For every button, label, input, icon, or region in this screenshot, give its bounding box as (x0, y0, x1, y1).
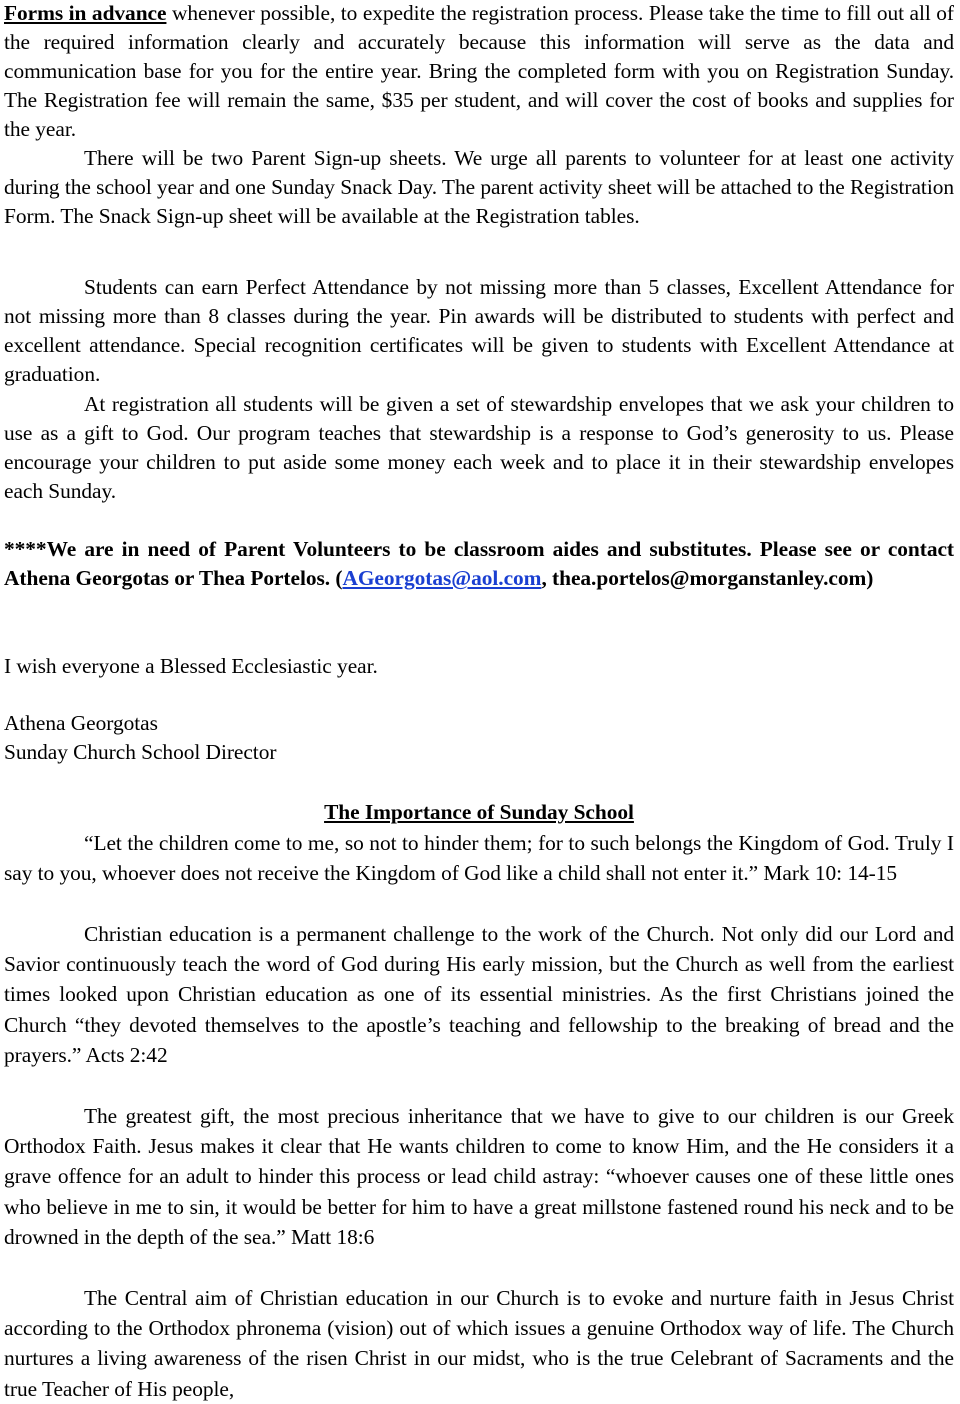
forms-in-advance-heading: Forms in advance (4, 1, 167, 25)
intro-text: whenever possible, to expedite the registration process. Please take the time to fill out all of the required information clearly and accurately because this information will serve as the data and communication base for you for the entire year. Bring the completed form with you on Registration Sunday. The Registration fee will remain the same, $35 per student, and will cover the cost of books and supplies for the year. (4, 1, 954, 142)
attendance-paragraph: Students can earn Perfect Attendance by not missing more than 5 classes, Excellent Attendance for not missing more than 8 classes during the year. Pin awards will be distributed to students with perfect and excellent attendance. Special recognition certificates will be given to students with Excellent Attendance at graduation. (4, 275, 954, 387)
importance-paragraph-1: “Let the children come to me, so not to hinder them; for to such belongs the Kingdom of God. Truly I say to you, whoever does not receive the Kingdom of God like a child shall not enter it.” Mark 10: 14-15 (4, 831, 954, 886)
email-separator: , (541, 566, 553, 591)
signature-title: Sunday Church School Director (4, 740, 277, 764)
volunteers-paragraph (4, 535, 954, 593)
importance-paragraph-3: The greatest gift, the most precious inheritance that we have to give to our children is our Greek Orthodox Faith. Jesus makes it clear that He wants children to come to know Him, and the He considers it a grave offence for an adult to hinder this process or lead child astray: “whoever causes one of these little ones who believe in me to sin, it would be better for him to have a great millstone fastened round his neck and to be drowned in the depth of the sea.” Matt 18:6 (4, 1104, 954, 1249)
blessing-line: I wish everyone a Blessed Ecclesiastic year. (4, 654, 378, 678)
close-paren: ) (866, 566, 874, 591)
importance-paragraph-4: The Central aim of Christian education in our Church is to evoke and nurture faith in Jesus Christ according to the Orthodox phronema (vision) out of which issues a genuine Orthodox way of life. The Church nurtures a living awareness of the risen Christ in our midst, who is the true Celebrant of Sacraments and the true Teacher of His people, (4, 1286, 954, 1401)
stewardship-paragraph: At registration all students will be given a set of stewardship envelopes that we ask your children to use as a gift to God. Our program teaches that stewardship is a response to God’s generosity to us. Please encourage your children to put aside some money each week and to place it in their stewardship envelopes each Sunday. (4, 392, 954, 504)
email-text-portelos: thea.portelos@morganstanley.com (552, 566, 867, 591)
importance-paragraph-2: Christian education is a permanent challenge to the work of the Church. Not only did our Lord and Savior continuously teach the word of God during His early mission, but the Church as well from the earliest times looked upon Christian education as one of its essential ministries. As the first Christians joined the Church “they devoted themselves to the apostle’s teaching and fellowship to the breaking of bread and the prayers.” Acts 2:42 (4, 922, 954, 1067)
signature-name: Athena Georgotas (4, 711, 158, 735)
section-heading: The Importance of Sunday School (324, 800, 634, 824)
email-link-georgotas[interactable]: AGeorgotas@aol.com (342, 566, 542, 591)
intro-paragraph (4, 0, 954, 144)
signup-paragraph: There will be two Parent Sign-up sheets. We urge all parents to volunteer for at least one activity during the school year and one Sunday Snack Day. The parent activity sheet will be attached to the Registration Form. The Snack Sign-up sheet will be available at the Registration tables. (4, 146, 954, 229)
volunteers-text: ****We are in need of Parent Volunteers to be classroom aides and substitutes. Please see or contact Athena Georgotas or Thea Portelos. ( (4, 537, 954, 591)
